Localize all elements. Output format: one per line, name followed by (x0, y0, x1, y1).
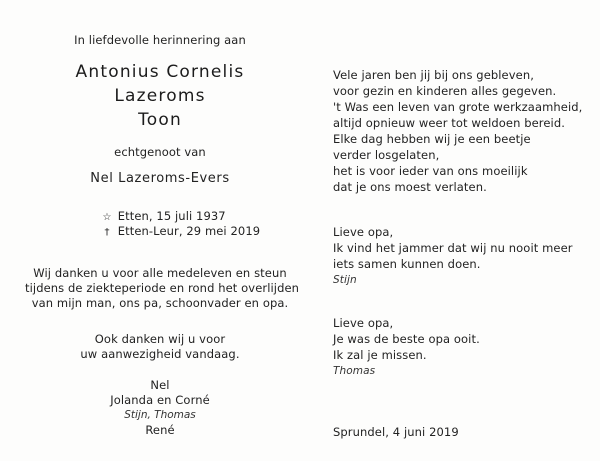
thanks-line: van mijn man, ons pa, schoonvader en opa. (31, 296, 289, 310)
family-children: Jolanda en Corné (110, 393, 210, 407)
message-line: Lieve opa, (333, 316, 394, 330)
poem-line: Vele jaren ben jij bij ons gebleven, (333, 68, 534, 82)
poem-line: het is voor ieder van ons moeilijk (333, 164, 528, 178)
message-author: Thomas (333, 365, 376, 377)
deceased-name-surname: Lazeroms (114, 86, 206, 106)
thanks-block (25, 266, 300, 311)
thanks-presence-line: Ook danken wij u voor (94, 332, 226, 346)
poem (333, 67, 582, 195)
family-nel: Nel (150, 378, 170, 392)
deceased-name-nickname: Toon (138, 110, 182, 130)
family-grandchildren: Stijn, Thomas (124, 409, 196, 421)
birth-text: Etten, 15 juli 1937 (117, 209, 226, 223)
message-stijn (333, 224, 573, 288)
family-signature (40, 378, 280, 438)
family-rene: René (145, 423, 175, 437)
birth-line (100, 209, 226, 225)
message-thomas (333, 315, 480, 379)
cross-icon: † (104, 227, 110, 238)
poem-line: verder losgelaten, (333, 148, 440, 162)
message-line: Ik zal je missen. (333, 348, 427, 362)
message-line: iets samen kunnen doen. (333, 257, 481, 271)
message-line: Je was de beste opa ooit. (333, 332, 480, 346)
thanks-line: Wij danken u voor alle medeleven en steun (33, 266, 287, 280)
poem-line: Elke dag hebben wij je een beetje (333, 132, 531, 146)
thanks-presence-line: uw aanwezigheid vandaag. (80, 347, 240, 361)
thanks-presence-block (25, 332, 295, 362)
spouse-intro: echtgenoot van (114, 145, 206, 159)
death-text: Etten-Leur, 29 mei 2019 (117, 224, 261, 238)
poem-line: 't Was een leven van grote werkzaamheid, (333, 100, 583, 114)
message-line: Ik vind het jammer dat wij nu nooit meer (333, 241, 573, 255)
spouse-name: Nel Lazeroms-Evers (90, 171, 230, 186)
star-icon: ☆ (102, 212, 112, 223)
message-author: Stijn (333, 274, 357, 286)
deceased-name-first: Antonius Cornelis (75, 62, 245, 82)
poem-line: voor gezin en kinderen alles gegeven. (333, 84, 557, 98)
message-line: Lieve opa, (333, 225, 394, 239)
poem-line: altijd opnieuw weer tot weldoen bereid. (333, 116, 565, 130)
poem-line: dat je ons moest verlaten. (333, 180, 487, 194)
intro-text: In liefdevolle herinnering aan (74, 33, 246, 47)
thanks-line: tijdens de ziekteperiode en rond het overlijden (25, 281, 300, 295)
death-line (100, 224, 260, 240)
place-date: Sprundel, 4 juni 2019 (333, 425, 459, 439)
